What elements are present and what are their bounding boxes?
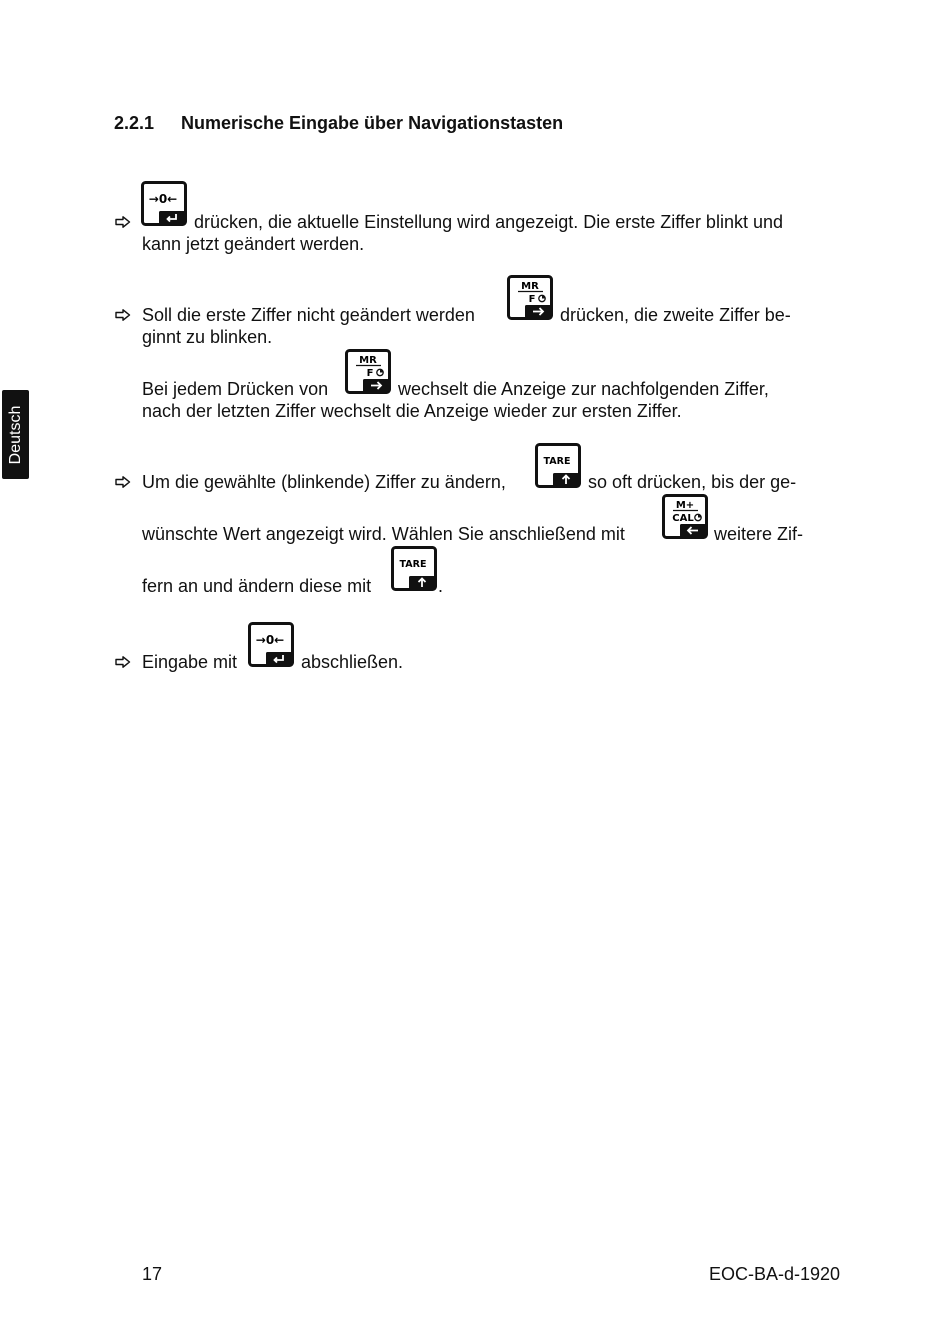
mr-f-right-key-icon — [507, 275, 553, 320]
step2-text-line2: ginnt zu blinken. — [142, 327, 273, 347]
step3-text-line3a: fern an und ändern diese mit — [142, 576, 372, 596]
language-tab — [2, 390, 29, 479]
svg-text:→0←: →0← — [148, 192, 178, 206]
svg-text:→0←: →0← — [255, 633, 285, 647]
step4-text-a: Eingabe mit — [142, 652, 238, 672]
bullet-arrow-icon — [115, 476, 131, 488]
section-heading — [114, 113, 563, 134]
step2-para-a: Bei jedem Drücken von — [142, 379, 329, 399]
language-tab-label: Deutsch — [6, 405, 24, 464]
step1-text-line2: kann jetzt geändert werden. — [142, 234, 365, 254]
step3-text-line2a: wünschte Wert angezeigt wird. Wählen Sie anschließend mit — [142, 524, 625, 544]
svg-text:TARE: TARE — [543, 456, 571, 467]
bullet-arrow-icon — [115, 656, 131, 668]
zero-enter-key-icon — [248, 622, 294, 667]
svg-text:CAL: CAL — [672, 513, 694, 524]
section-title: Numerische Eingabe über Navigationstasten — [181, 113, 564, 133]
document-id: EOC-BA-d-1920 — [708, 1264, 840, 1284]
step2-text-line1b: drücken, die zweite Ziffer be- — [560, 305, 791, 325]
zero-enter-key-icon — [141, 181, 187, 226]
m-plus-cal-left-key-icon — [662, 494, 708, 539]
tare-up-key-icon — [535, 443, 581, 488]
svg-text:M+: M+ — [675, 500, 695, 511]
step1-text-line1: drücken, die aktuelle Einstellung wird angezeigt. Die erste Ziffer blinkt und — [194, 212, 783, 232]
page-number: 17 — [142, 1264, 163, 1284]
bullet-arrow-icon — [115, 216, 131, 228]
step2-para-line2: nach der letzten Ziffer wechselt die Anzeige wieder zur ersten Ziffer. — [142, 401, 682, 421]
svg-text:MR: MR — [521, 281, 539, 292]
step3-text-line1b: so oft drücken, bis der ge- — [588, 472, 797, 492]
svg-text:MR: MR — [359, 355, 377, 366]
mr-f-right-key-icon — [345, 349, 391, 394]
step3-text-line2b: weitere Zif- — [714, 524, 804, 544]
section-number: 2.2.1 — [114, 113, 155, 133]
step3-text-line3b: . — [438, 576, 444, 596]
step2-para-b: wechselt die Anzeige zur nachfolgenden Ziffer, — [398, 379, 769, 399]
step3-text-line1a: Um die gewählte (blinkende) Ziffer zu ändern, — [142, 472, 506, 492]
step4-text-b: abschließen. — [301, 652, 404, 672]
svg-text:F: F — [528, 294, 536, 305]
svg-text:F: F — [366, 368, 374, 379]
bullet-arrow-icon — [115, 309, 131, 321]
tare-up-key-icon — [391, 546, 437, 591]
svg-text:TARE: TARE — [399, 559, 427, 570]
step2-text-line1a: Soll die erste Ziffer nicht geändert werden — [142, 305, 475, 325]
